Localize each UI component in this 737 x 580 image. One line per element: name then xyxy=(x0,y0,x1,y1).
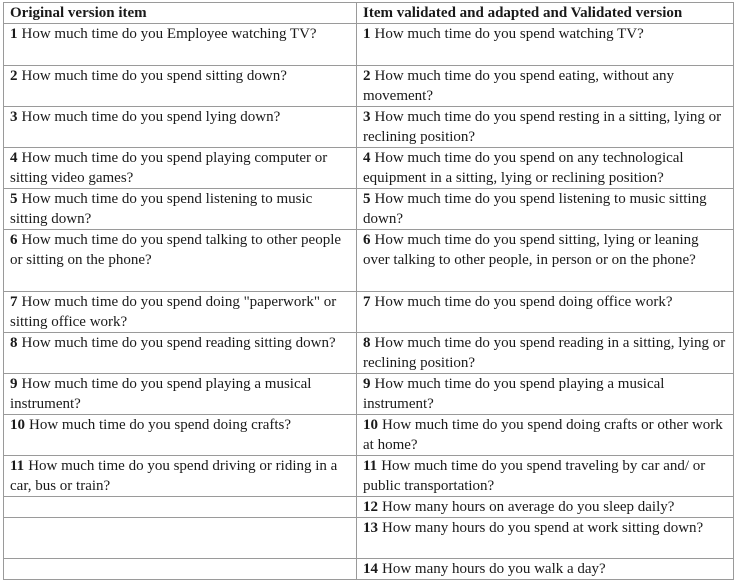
item-text: How much time do you spend playing computer or sitting video games? xyxy=(10,150,328,186)
original-cell xyxy=(4,148,357,189)
validated-cell xyxy=(357,374,734,415)
item-text: How much time do you spend watching TV? xyxy=(374,26,644,42)
original-cell-empty xyxy=(4,497,357,518)
original-cell xyxy=(4,333,357,374)
item-text: How much time do you spend doing "paperwork" or sitting office work? xyxy=(10,294,337,330)
item-text: How much time do you spend sitting down? xyxy=(21,68,287,84)
table-row xyxy=(4,333,734,374)
item-number: 10 xyxy=(363,417,378,433)
original-cell-empty xyxy=(4,518,357,559)
validated-cell xyxy=(357,66,734,107)
item-text: How many hours on average do you sleep daily? xyxy=(382,499,675,515)
header-row xyxy=(4,3,734,24)
item-number: 6 xyxy=(10,232,18,248)
item-text: How many hours do you spend at work sitting down? xyxy=(382,520,704,536)
item-number: 9 xyxy=(363,376,371,392)
item-number: 6 xyxy=(363,232,371,248)
item-number: 7 xyxy=(10,294,18,310)
table-row xyxy=(4,148,734,189)
item-text: How much time do you Employee watching TV? xyxy=(21,26,317,42)
item-text: How much time do you spend driving or riding in a car, bus or train? xyxy=(10,458,338,494)
item-number: 4 xyxy=(10,150,18,166)
item-number: 9 xyxy=(10,376,18,392)
validated-cell xyxy=(357,415,734,456)
item-text: How much time do you spend sitting, lying or leaning over talking to other people, in person or on the phone? xyxy=(363,232,699,268)
validated-cell xyxy=(357,189,734,230)
original-cell xyxy=(4,24,357,66)
item-number: 2 xyxy=(10,68,18,84)
table-row xyxy=(4,518,734,559)
original-cell xyxy=(4,374,357,415)
original-cell xyxy=(4,189,357,230)
table-row xyxy=(4,497,734,518)
item-text: How much time do you spend doing crafts? xyxy=(29,417,292,433)
item-number: 5 xyxy=(363,191,371,207)
validated-cell xyxy=(357,559,734,580)
validated-cell xyxy=(357,24,734,66)
item-text: How much time do you spend traveling by car and/ or public transportation? xyxy=(363,458,706,494)
item-number: 11 xyxy=(10,458,25,474)
validated-cell xyxy=(357,292,734,333)
item-text: How much time do you spend doing crafts or other work at home? xyxy=(363,417,723,453)
item-number: 7 xyxy=(363,294,371,310)
original-cell xyxy=(4,415,357,456)
validated-cell xyxy=(357,230,734,292)
validated-cell xyxy=(357,456,734,497)
table-row xyxy=(4,230,734,292)
item-number: 1 xyxy=(10,26,18,42)
table-row xyxy=(4,189,734,230)
item-text: How much time do you spend listening to music sitting down? xyxy=(10,191,313,227)
original-cell xyxy=(4,230,357,292)
item-number: 5 xyxy=(10,191,18,207)
item-number: 1 xyxy=(363,26,371,42)
item-number: 11 xyxy=(363,458,378,474)
item-text: How much time do you spend eating, without any movement? xyxy=(363,68,675,104)
item-text: How much time do you spend playing a musical instrument? xyxy=(10,376,312,412)
item-text: How much time do you spend resting in a sitting, lying or reclining position? xyxy=(363,109,722,145)
item-text: How much time do you spend doing office work? xyxy=(374,294,673,310)
item-number: 3 xyxy=(10,109,18,125)
original-cell xyxy=(4,107,357,148)
table-row xyxy=(4,107,734,148)
item-number: 2 xyxy=(363,68,371,84)
original-cell-empty xyxy=(4,559,357,580)
table-row xyxy=(4,559,734,580)
item-text: How much time do you spend reading in a sitting, lying or reclining position? xyxy=(363,335,726,371)
item-number: 12 xyxy=(363,499,378,515)
item-text: How much time do you spend talking to other people or sitting on the phone? xyxy=(10,232,342,268)
original-cell xyxy=(4,66,357,107)
header-validated: Item validated and adapted and Validated version xyxy=(357,3,734,24)
item-number: 8 xyxy=(363,335,371,351)
validated-cell xyxy=(357,333,734,374)
table-row xyxy=(4,415,734,456)
item-number: 13 xyxy=(363,520,378,536)
item-number: 4 xyxy=(363,150,371,166)
item-number: 3 xyxy=(363,109,371,125)
item-text: How much time do you spend reading sitting down? xyxy=(21,335,336,351)
item-text: How much time do you spend listening to music sitting down? xyxy=(363,191,707,227)
item-number: 14 xyxy=(363,561,378,577)
table-row xyxy=(4,292,734,333)
original-cell xyxy=(4,456,357,497)
validated-cell xyxy=(357,497,734,518)
item-text: How much time do you spend on any technological equipment in a sitting, lying or reclining position? xyxy=(363,150,684,186)
table-row xyxy=(4,456,734,497)
table-row xyxy=(4,24,734,66)
original-cell xyxy=(4,292,357,333)
item-number: 10 xyxy=(10,417,25,433)
item-number: 8 xyxy=(10,335,18,351)
validated-cell xyxy=(357,107,734,148)
header-original: Original version item xyxy=(4,3,357,24)
item-text: How much time do you spend playing a musical instrument? xyxy=(363,376,665,412)
item-text: How many hours do you walk a day? xyxy=(382,561,606,577)
validated-cell xyxy=(357,518,734,559)
item-text: How much time do you spend lying down? xyxy=(21,109,281,125)
table-row xyxy=(4,374,734,415)
validated-cell xyxy=(357,148,734,189)
comparison-table xyxy=(3,2,734,580)
table-row xyxy=(4,66,734,107)
